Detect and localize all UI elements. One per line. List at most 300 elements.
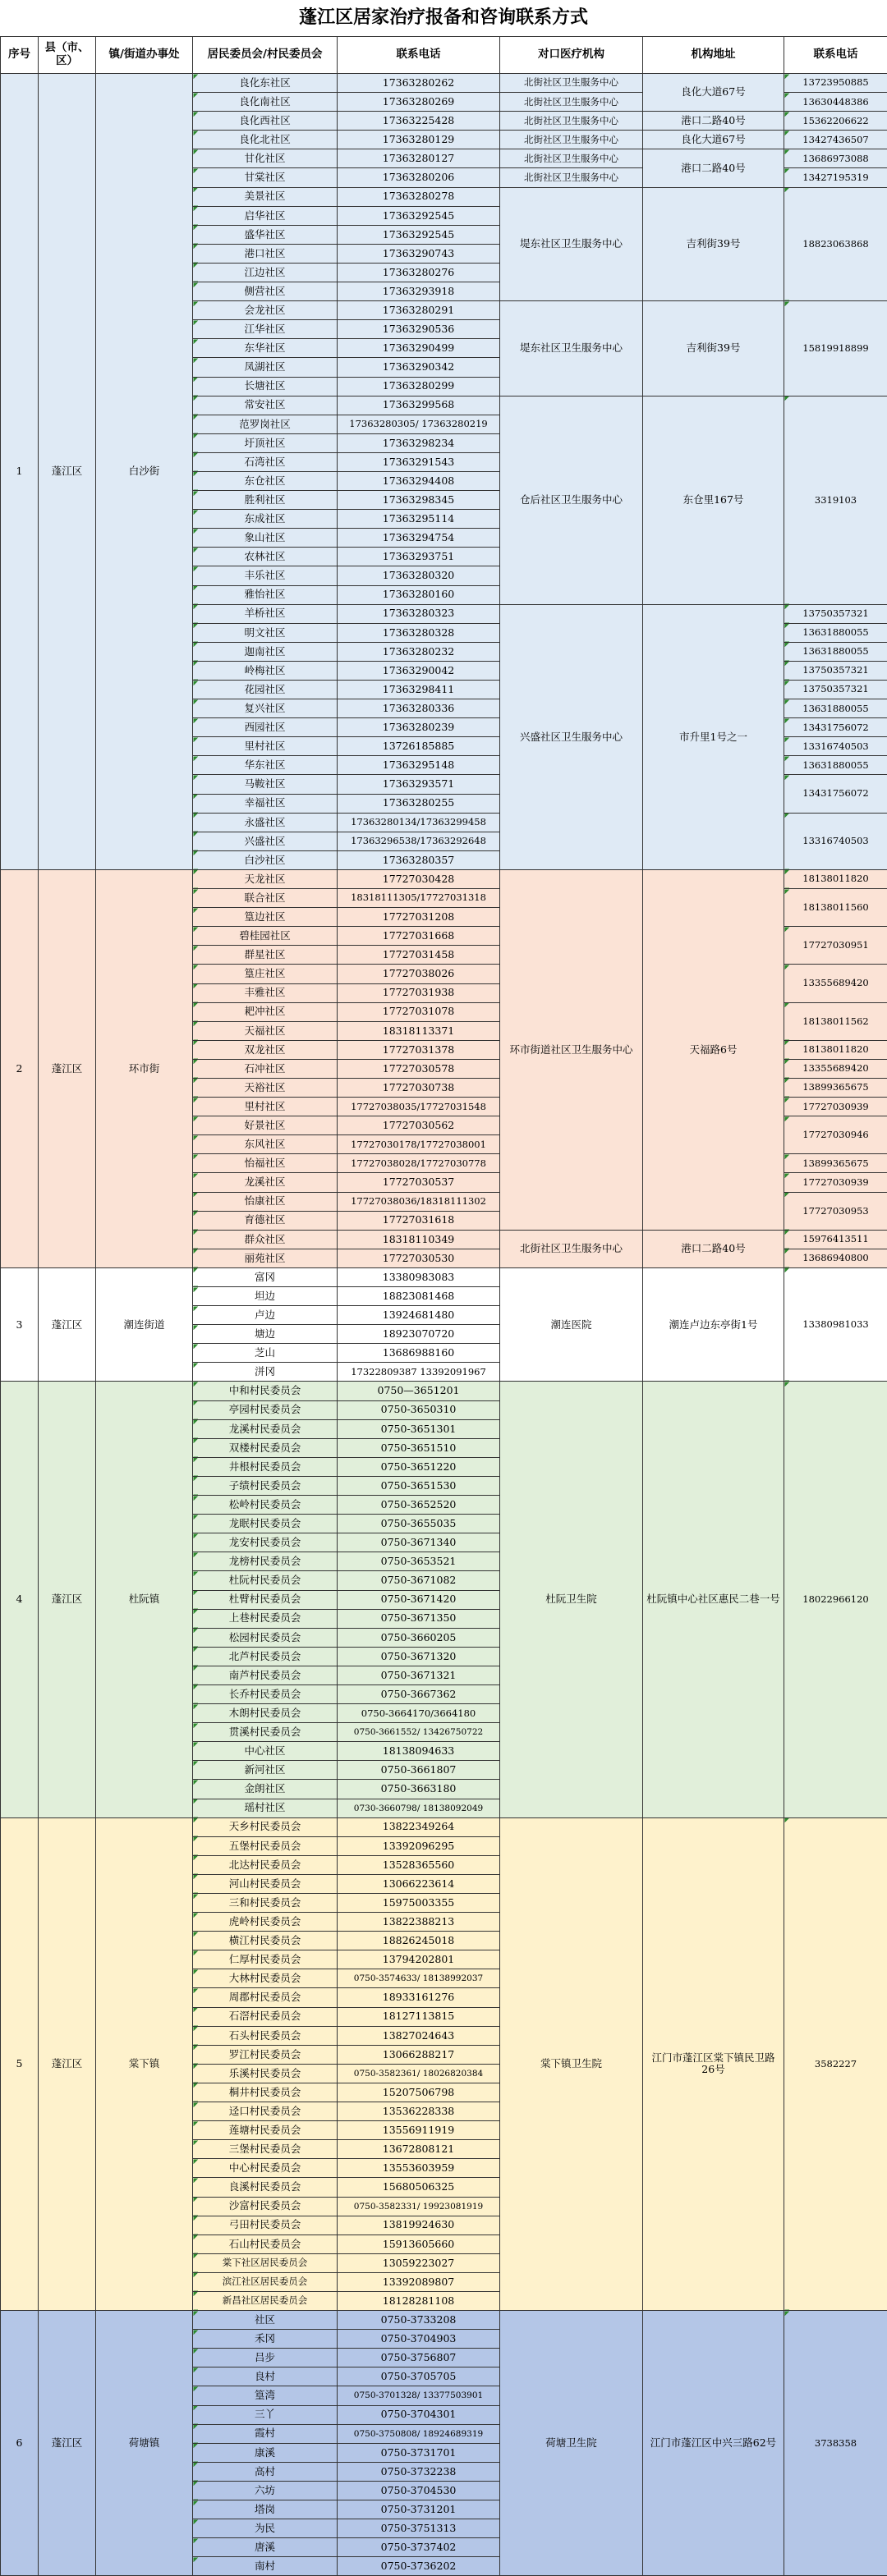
committee-name: 长乔村民委员会 <box>193 1684 338 1703</box>
committee-phone: 0750-3663180 <box>338 1780 500 1799</box>
committee-name: 东成社区 <box>193 510 338 529</box>
committee-phone: 17727030738 <box>338 1078 500 1097</box>
medical-institution: 北街社区卫生服务中心 <box>500 149 643 168</box>
committee-phone: 13392089807 <box>338 2272 500 2291</box>
header-town: 镇/街道办事处 <box>96 37 193 74</box>
committee-name: 里村社区 <box>193 737 338 756</box>
committee-phone: 0750-3660205 <box>338 1628 500 1647</box>
committee-phone: 18923070720 <box>338 1325 500 1344</box>
medical-institution: 仓后社区卫生服务中心 <box>500 396 643 604</box>
committee-name: 良村 <box>193 2367 338 2386</box>
committee-phone: 17363298345 <box>338 491 500 510</box>
committee-phone: 17322809387 13392091967 <box>338 1363 500 1382</box>
committee-name: 甘化社区 <box>193 149 338 168</box>
committee-phone: 17363280299 <box>338 377 500 396</box>
committee-name: 明文社区 <box>193 623 338 642</box>
committee-phone: 0750-3650310 <box>338 1400 500 1419</box>
county-cell: 蓬江区 <box>39 74 96 870</box>
committee-name: 杜阮村民委员会 <box>193 1571 338 1590</box>
institution-phone: 13723950885 <box>784 74 887 93</box>
committee-phone: 17727038035/17727031548 <box>338 1098 500 1116</box>
committee-name: 北芦村民委员会 <box>193 1647 338 1666</box>
committee-name: 白沙社区 <box>193 850 338 869</box>
committee-name: 沙富村民委员会 <box>193 2197 338 2216</box>
committee-phone: 13822349264 <box>338 1817 500 1836</box>
institution-phone: 17727030951 <box>784 927 887 965</box>
committee-phone: 17363280278 <box>338 187 500 206</box>
institution-phone: 15362206622 <box>784 112 887 131</box>
row-number: 3 <box>1 1267 39 1382</box>
header-no: 序号 <box>1 37 39 74</box>
committee-phone: 13794202801 <box>338 1950 500 1969</box>
institution-address: 潮连卢边东亭街1号 <box>643 1267 784 1382</box>
committee-name: 迦南社区 <box>193 642 338 661</box>
institution-phone: 13899365675 <box>784 1154 887 1173</box>
institution-address: 杜阮镇中心社区惠民二巷一号 <box>643 1382 784 1817</box>
institution-address: 良化大道67号 <box>643 74 784 112</box>
committee-phone: 13059223027 <box>338 2253 500 2272</box>
committee-phone: 17727030178/17727038001 <box>338 1135 500 1154</box>
committee-phone: 17727031208 <box>338 908 500 927</box>
committee-phone: 17363280160 <box>338 585 500 604</box>
institution-address: 江门市蓬江区中兴三路62号 <box>643 2311 784 2576</box>
committee-name: 双龙社区 <box>193 1040 338 1059</box>
committee-name: 卢边 <box>193 1306 338 1325</box>
committee-name: 新河社区 <box>193 1761 338 1780</box>
committee-name: 松岭村民委员会 <box>193 1496 338 1515</box>
institution-phone: 13427195319 <box>784 168 887 187</box>
institution-phone: 18823063868 <box>784 187 887 301</box>
institution-phone: 13750357321 <box>784 661 887 680</box>
committee-name: 龙溪村民委员会 <box>193 1419 338 1438</box>
committee-name: 岭梅社区 <box>193 661 338 680</box>
town-cell: 荷塘镇 <box>96 2311 193 2576</box>
committee-name: 石湾社区 <box>193 452 338 471</box>
committee-name: 盛华社区 <box>193 225 338 244</box>
committee-phone: 0750-3667362 <box>338 1684 500 1703</box>
table-header-row <box>1 37 887 74</box>
committee-name: 胜利社区 <box>193 491 338 510</box>
committee-name: 双楼村民委员会 <box>193 1438 338 1457</box>
institution-phone: 3319103 <box>784 396 887 604</box>
committee-name: 滨江社区居民委员会 <box>193 2272 338 2291</box>
committee-name: 丰雅社区 <box>193 983 338 1002</box>
institution-phone: 13899365675 <box>784 1078 887 1097</box>
committee-phone: 0750-3651220 <box>338 1457 500 1476</box>
committee-phone: 17727031938 <box>338 983 500 1002</box>
committee-name: 为民 <box>193 2519 338 2538</box>
committee-name: 高村 <box>193 2462 338 2481</box>
committee-phone: 0750-3582331/ 19923081919 <box>338 2197 500 2216</box>
committee-name: 农林社区 <box>193 548 338 566</box>
committee-phone: 0750-3652520 <box>338 1496 500 1515</box>
committee-phone: 17727030428 <box>338 869 500 888</box>
committee-phone: 17363298411 <box>338 681 500 699</box>
committee-phone: 17363292545 <box>338 225 500 244</box>
committee-phone: 17363280305/ 17363280219 <box>338 415 500 433</box>
medical-institution: 荷塘卫生院 <box>500 2311 643 2576</box>
institution-phone: 13355689420 <box>784 1059 887 1078</box>
institution-address: 东仓里167号 <box>643 396 784 604</box>
committee-name: 东风社区 <box>193 1135 338 1154</box>
committee-phone: 17727030562 <box>338 1116 500 1135</box>
committee-phone: 17363299568 <box>338 396 500 415</box>
committee-phone: 0750-3750808/ 18924689319 <box>338 2424 500 2443</box>
committee-phone: 0750-3705705 <box>338 2367 500 2386</box>
institution-address: 天福路6号 <box>643 869 784 1230</box>
medical-institution: 兴盛社区卫生服务中心 <box>500 604 643 869</box>
committee-name: 怡福社区 <box>193 1154 338 1173</box>
institution-address: 吉利街39号 <box>643 187 784 301</box>
committee-name: 羊桥社区 <box>193 604 338 623</box>
committee-phone: 15913605660 <box>338 2235 500 2253</box>
county-cell: 蓬江区 <box>39 869 96 1267</box>
committee-phone: 0750-3671420 <box>338 1590 500 1609</box>
committee-phone: 17363290042 <box>338 661 500 680</box>
committee-phone: 0750-3731201 <box>338 2500 500 2519</box>
committee-name: 长塘社区 <box>193 377 338 396</box>
committee-name: 六坊 <box>193 2481 338 2500</box>
table-row <box>1 869 887 888</box>
committee-name: 良化南社区 <box>193 93 338 112</box>
committee-name: 凤湖社区 <box>193 358 338 377</box>
committee-name: 侧营社区 <box>193 282 338 301</box>
committee-name: 棠下社区居民委员会 <box>193 2253 338 2272</box>
row-number: 4 <box>1 1382 39 1817</box>
committee-phone: 13686988160 <box>338 1344 500 1363</box>
committee-phone: 17363280357 <box>338 850 500 869</box>
institution-phone: 13750357321 <box>784 681 887 699</box>
committee-phone: 17727031668 <box>338 927 500 946</box>
institution-phone: 18138011820 <box>784 1040 887 1059</box>
header-address: 机构地址 <box>643 37 784 74</box>
committee-phone: 0750-3671320 <box>338 1647 500 1666</box>
committee-phone: 17363280232 <box>338 642 500 661</box>
institution-phone: 13431756072 <box>784 775 887 813</box>
institution-phone: 15976413511 <box>784 1230 887 1249</box>
institution-phone: 13686973088 <box>784 149 887 168</box>
committee-name: 龙榜村民委员会 <box>193 1552 338 1571</box>
committee-name: 天裕社区 <box>193 1078 338 1097</box>
committee-name: 群众社区 <box>193 1230 338 1249</box>
committee-name: 金朗社区 <box>193 1780 338 1799</box>
committee-name: 木朗村民委员会 <box>193 1704 338 1723</box>
committee-phone: 17363280134/17363299458 <box>338 813 500 832</box>
committee-phone: 0750-3732238 <box>338 2462 500 2481</box>
row-number: 5 <box>1 1817 39 2310</box>
medical-institution: 环市街道社区卫生服务中心 <box>500 869 643 1230</box>
town-cell: 杜阮镇 <box>96 1382 193 1817</box>
committee-name: 乐溪村民委员会 <box>193 2064 338 2083</box>
committee-name: 天乡村民委员会 <box>193 1817 338 1836</box>
medical-institution: 潮连医院 <box>500 1267 643 1382</box>
committee-name: 东华社区 <box>193 339 338 358</box>
committee-phone: 17727038028/17727030778 <box>338 1154 500 1173</box>
row-number: 2 <box>1 869 39 1267</box>
institution-phone: 18138011560 <box>784 889 887 927</box>
committee-name: 范罗岗社区 <box>193 415 338 433</box>
contact-table <box>0 36 887 2576</box>
committee-name: 耙冲社区 <box>193 1002 338 1021</box>
institution-phone: 18022966120 <box>784 1382 887 1817</box>
committee-name: 常安社区 <box>193 396 338 415</box>
committee-name: 甘棠社区 <box>193 168 338 187</box>
committee-phone: 13672808121 <box>338 2140 500 2159</box>
committee-name: 井根村民委员会 <box>193 1457 338 1476</box>
county-cell: 蓬江区 <box>39 1267 96 1382</box>
committee-name: 莲塘村民委员会 <box>193 2121 338 2140</box>
committee-name: 美景社区 <box>193 187 338 206</box>
committee-name: 瑶村社区 <box>193 1799 338 1817</box>
committee-name: 三和村民委员会 <box>193 1894 338 1913</box>
table-row <box>1 1382 887 1400</box>
committee-name: 北达村民委员会 <box>193 1855 338 1874</box>
medical-institution: 北街社区卫生服务中心 <box>500 93 643 112</box>
committee-phone: 15975003355 <box>338 1894 500 1913</box>
committee-name: 江华社区 <box>193 320 338 339</box>
committee-name: 塘边 <box>193 1325 338 1344</box>
committee-name: 芝山 <box>193 1344 338 1363</box>
committee-phone: 18826245018 <box>338 1932 500 1950</box>
committee-phone: 17727031458 <box>338 946 500 965</box>
committee-name: 篁庄社区 <box>193 965 338 983</box>
institution-phone: 13355689420 <box>784 965 887 1002</box>
committee-phone: 0750-3731701 <box>338 2443 500 2462</box>
medical-institution: 杜阮卫生院 <box>500 1382 643 1817</box>
committee-phone: 18138094633 <box>338 1742 500 1761</box>
committee-name: 群星社区 <box>193 946 338 965</box>
institution-phone: 13380981033 <box>784 1267 887 1382</box>
committee-name: 松园村民委员会 <box>193 1628 338 1647</box>
committee-name: 西园社区 <box>193 718 338 737</box>
committee-phone: 0750-3651301 <box>338 1419 500 1438</box>
committee-name: 丰乐社区 <box>193 566 338 585</box>
committee-name: 龙安村民委员会 <box>193 1533 338 1552</box>
committee-phone: 17363295148 <box>338 756 500 775</box>
institution-address: 港口二路40号 <box>643 112 784 131</box>
committee-phone: 13528365560 <box>338 1855 500 1874</box>
committee-name: 弓田村民委员会 <box>193 2216 338 2235</box>
committee-name: 华东社区 <box>193 756 338 775</box>
header-institution-phone: 联系电话 <box>784 37 887 74</box>
committee-phone: 13556911919 <box>338 2121 500 2140</box>
institution-phone: 17727030946 <box>784 1116 887 1154</box>
committee-phone: 13066223614 <box>338 1874 500 1893</box>
committee-phone: 17727030578 <box>338 1059 500 1078</box>
committee-phone: 0750-3671350 <box>338 1609 500 1628</box>
committee-name: 马鞍社区 <box>193 775 338 794</box>
committee-name: 虎岭村民委员会 <box>193 1913 338 1932</box>
committee-phone: 18128281108 <box>338 2291 500 2310</box>
committee-phone: 0750-3655035 <box>338 1515 500 1533</box>
committee-phone: 0750-3661552/ 13426750722 <box>338 1723 500 1742</box>
committee-name: 兴盛社区 <box>193 832 338 850</box>
committee-name: 社区 <box>193 2311 338 2330</box>
committee-phone: 0750-3736202 <box>338 2557 500 2576</box>
institution-phone: 13631880055 <box>784 756 887 775</box>
committee-phone: 0750-3671321 <box>338 1666 500 1684</box>
institution-phone: 13316740503 <box>784 813 887 869</box>
committee-name: 横江村民委员会 <box>193 1932 338 1950</box>
institution-phone: 13686940800 <box>784 1249 887 1267</box>
committee-phone: 18933161276 <box>338 1988 500 2007</box>
committee-name: 石头村民委员会 <box>193 2026 338 2045</box>
county-cell: 蓬江区 <box>39 1817 96 2310</box>
committee-phone: 13822388213 <box>338 1913 500 1932</box>
committee-name: 新昌社区居民委员会 <box>193 2291 338 2310</box>
institution-address: 市升里1号之一 <box>643 604 784 869</box>
institution-phone: 13750357321 <box>784 604 887 623</box>
institution-phone: 18138011820 <box>784 869 887 888</box>
committee-phone: 17727038026 <box>338 965 500 983</box>
committee-phone: 0750-3756807 <box>338 2349 500 2367</box>
committee-phone: 0750-3704301 <box>338 2405 500 2424</box>
committee-name: 河山村民委员会 <box>193 1874 338 1893</box>
town-cell: 白沙街 <box>96 74 193 870</box>
committee-phone: 17363294754 <box>338 529 500 548</box>
institution-phone: 3738358 <box>784 2311 887 2576</box>
committee-phone: 13924681480 <box>338 1306 500 1325</box>
institution-phone: 13316740503 <box>784 737 887 756</box>
committee-name: 三堡村民委员会 <box>193 2140 338 2159</box>
table-row <box>1 2311 887 2330</box>
committee-name: 会龙社区 <box>193 301 338 320</box>
medical-institution: 北街社区卫生服务中心 <box>500 1230 643 1267</box>
committee-name: 龙眠村民委员会 <box>193 1515 338 1533</box>
committee-name: 龙溪社区 <box>193 1173 338 1192</box>
committee-phone: 17363280320 <box>338 566 500 585</box>
row-number: 6 <box>1 2311 39 2576</box>
institution-phone: 18138011562 <box>784 1002 887 1040</box>
table-row <box>1 1267 887 1286</box>
committee-name: 雅怡社区 <box>193 585 338 604</box>
committee-phone: 13380983083 <box>338 1267 500 1286</box>
committee-name: 良化北社区 <box>193 131 338 149</box>
county-cell: 蓬江区 <box>39 1382 96 1817</box>
committee-phone: 0750-3653521 <box>338 1552 500 1571</box>
committee-phone: 17363290743 <box>338 244 500 263</box>
header-county: 县（市、区） <box>39 37 96 74</box>
committee-phone: 17363293918 <box>338 282 500 301</box>
committee-phone: 18127113815 <box>338 2007 500 2026</box>
committee-phone: 0750-3704903 <box>338 2330 500 2349</box>
committee-name: 永盛社区 <box>193 813 338 832</box>
committee-phone: 17363280262 <box>338 74 500 93</box>
committee-name: 篁湾 <box>193 2386 338 2405</box>
committee-phone: 15680506325 <box>338 2178 500 2197</box>
committee-name: 坦边 <box>193 1287 338 1306</box>
committee-phone: 0750-3574633/ 18138992037 <box>338 1969 500 1988</box>
committee-phone: 17363280336 <box>338 699 500 718</box>
committee-phone: 13392096295 <box>338 1836 500 1855</box>
committee-phone: 15207506798 <box>338 2083 500 2102</box>
institution-address: 吉利街39号 <box>643 301 784 396</box>
committee-name: 上巷村民委员会 <box>193 1609 338 1628</box>
institution-phone: 17727030939 <box>784 1173 887 1192</box>
committee-phone: 0750-3671340 <box>338 1533 500 1552</box>
committee-phone: 13827024643 <box>338 2026 500 2045</box>
town-cell: 棠下镇 <box>96 1817 193 2310</box>
committee-name: 贯溪村民委员会 <box>193 1723 338 1742</box>
committee-name: 桐井村民委员会 <box>193 2083 338 2102</box>
committee-phone: 17363280291 <box>338 301 500 320</box>
committee-name: 唐溪 <box>193 2538 338 2557</box>
committee-phone: 17363291543 <box>338 452 500 471</box>
committee-name: 东仓社区 <box>193 471 338 490</box>
institution-address: 港口二路40号 <box>643 149 784 187</box>
committee-phone: 17727031078 <box>338 1002 500 1021</box>
committee-name: 吕步 <box>193 2349 338 2367</box>
institution-phone: 13427436507 <box>784 131 887 149</box>
committee-name: 港口社区 <box>193 244 338 263</box>
institution-address: 港口二路40号 <box>643 1230 784 1267</box>
committee-name: 圩顶社区 <box>193 433 338 452</box>
institution-phone: 13631880055 <box>784 623 887 642</box>
committee-name: 良化东社区 <box>193 74 338 93</box>
committee-phone: 18823081468 <box>338 1287 500 1306</box>
committee-name: 中和村民委员会 <box>193 1382 338 1400</box>
committee-name: 启华社区 <box>193 206 338 225</box>
committee-name: 中心社区 <box>193 1742 338 1761</box>
committee-phone: 13726185885 <box>338 737 500 756</box>
medical-institution: 北街社区卫生服务中心 <box>500 112 643 131</box>
committee-phone: 0750-3701328/ 13377503901 <box>338 2386 500 2405</box>
committee-phone: 0730-3660798/ 18138092049 <box>338 1799 500 1817</box>
committee-name: 康溪 <box>193 2443 338 2462</box>
medical-institution: 北街社区卫生服务中心 <box>500 74 643 93</box>
row-number: 1 <box>1 74 39 870</box>
committee-phone: 17363280255 <box>338 794 500 813</box>
committee-phone: 17363295114 <box>338 510 500 529</box>
town-cell: 潮连街道 <box>96 1267 193 1382</box>
committee-name: 复兴社区 <box>193 699 338 718</box>
institution-phone: 13630448386 <box>784 93 887 112</box>
committee-phone: 17363298234 <box>338 433 500 452</box>
committee-name: 丽苑社区 <box>193 1249 338 1267</box>
committee-phone: 17727031618 <box>338 1211 500 1230</box>
town-cell: 环市街 <box>96 869 193 1267</box>
header-committee: 居民委员会/村民委员会 <box>193 37 338 74</box>
institution-phone: 13631880055 <box>784 699 887 718</box>
committee-name: 良溪村民委员会 <box>193 2178 338 2197</box>
committee-phone: 18318110349 <box>338 1230 500 1249</box>
committee-name: 江边社区 <box>193 263 338 282</box>
table-row <box>1 1817 887 1836</box>
header-committee-phone: 联系电话 <box>338 37 500 74</box>
committee-phone: 0750—3651201 <box>338 1382 500 1400</box>
institution-address: 良化大道67号 <box>643 131 784 149</box>
committee-name: 象山社区 <box>193 529 338 548</box>
institution-phone: 17727030953 <box>784 1192 887 1230</box>
committee-phone: 13819924630 <box>338 2216 500 2235</box>
committee-name: 富冈 <box>193 1267 338 1286</box>
committee-phone: 17363293751 <box>338 548 500 566</box>
committee-phone: 18318111305/17727031318 <box>338 889 500 908</box>
committee-phone: 17363280328 <box>338 623 500 642</box>
committee-name: 迳口村民委员会 <box>193 2102 338 2121</box>
institution-phone: 3582227 <box>784 1817 887 2310</box>
medical-institution: 北街社区卫生服务中心 <box>500 131 643 149</box>
committee-phone: 17363296538/17363292648 <box>338 832 500 850</box>
committee-phone: 0750-3661807 <box>338 1761 500 1780</box>
committee-phone: 0750-3651530 <box>338 1476 500 1495</box>
committee-phone: 17727030537 <box>338 1173 500 1192</box>
committee-phone: 17363280323 <box>338 604 500 623</box>
committee-phone: 17727030530 <box>338 1249 500 1267</box>
committee-name: 塔岗 <box>193 2500 338 2519</box>
committee-phone: 17363293571 <box>338 775 500 794</box>
committee-name: 中心村民委员会 <box>193 2159 338 2178</box>
